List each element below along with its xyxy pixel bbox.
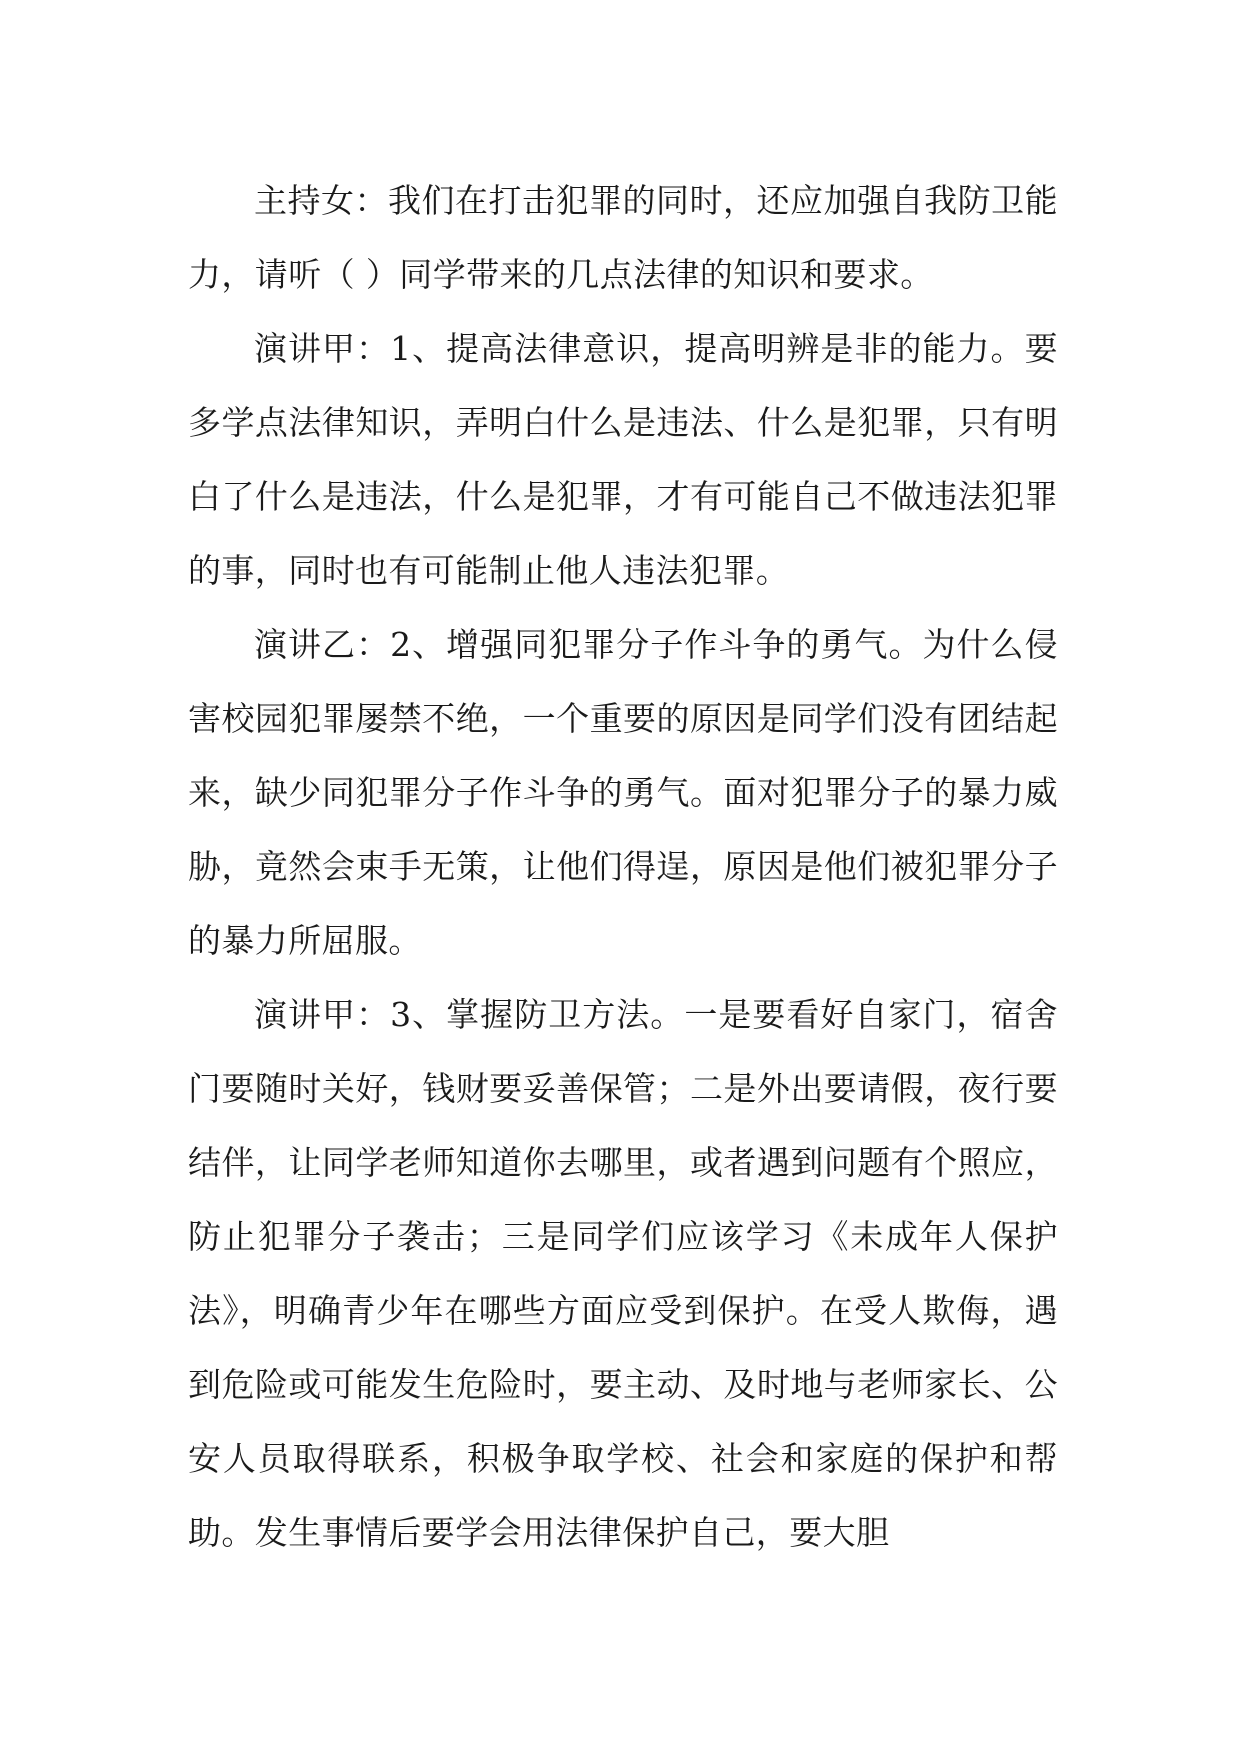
paragraph-speaker-a-point-1: 演讲甲：1、提高法律意识，提高明辨是非的能力。要多学点法律知识，弄明白什么是违法、什么是犯罪，只有明白了什么是违法，什么是犯罪，才有可能自己不做违法犯罪的事，同时也有可能制止他人违法犯罪。 [188, 329, 1058, 590]
body-text [188, 164, 1058, 1570]
paragraph-speaker-a-point-3: 演讲甲：3、掌握防卫方法。一是要看好自家门，宿舍门要随时关好，钱财要妥善保管；二是外出要请假，夜行要结伴，让同学老师知道你去哪里，或者遇到问题有个照应，防止犯罪分子袭击；三是同学们应该学习《未成年人保护法》，明确青少年在哪些方面应受到保护。在受人欺侮，遇到危险或可能发生危险时，要主动、及时地与老师家长、公安人员取得联系，积极争取学校、社会和家庭的保护和帮助。发生事情后要学会用法律保护自己，要大胆 [188, 995, 1058, 1552]
paragraph-speaker-b-point-2: 演讲乙：2、增强同犯罪分子作斗争的勇气。为什么侵害校园犯罪屡禁不绝，一个重要的原因是同学们没有团结起来，缺少同犯罪分子作斗争的勇气。面对犯罪分子的暴力威胁，竟然会束手无策，让他们得逞，原因是他们被犯罪分子的暴力所屈服。 [188, 625, 1058, 960]
paragraph-host-female: 主持女：我们在打击犯罪的同时，还应加强自我防卫能力，请听（ ）同学带来的几点法律的知识和要求。 [188, 181, 1058, 294]
